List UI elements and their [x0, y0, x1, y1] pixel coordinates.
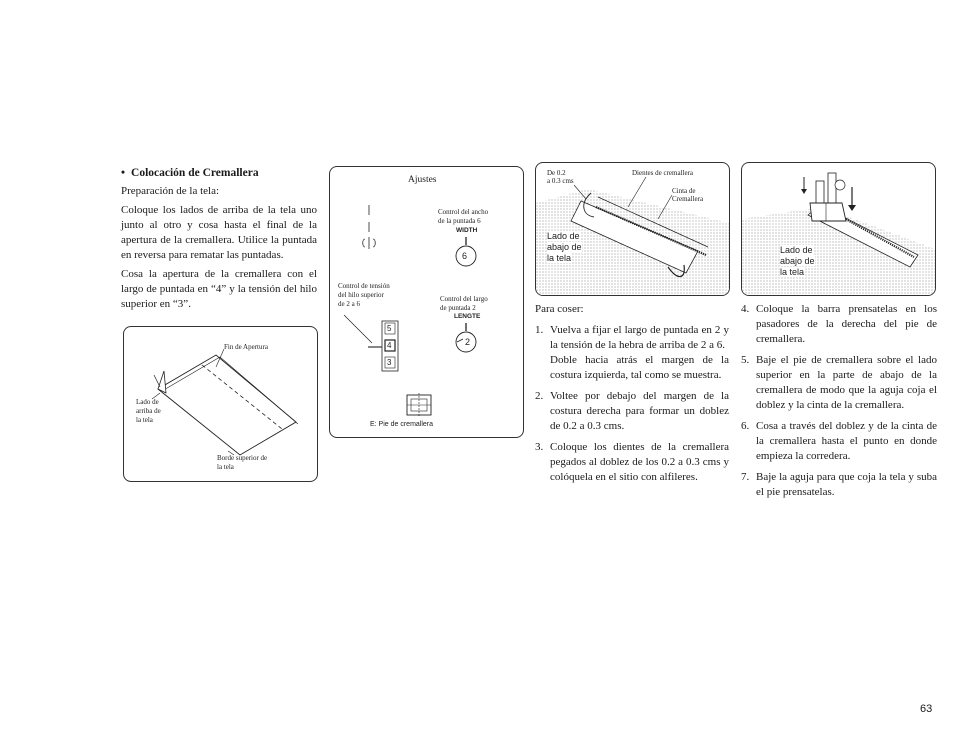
- foot-sewing-illustration: [742, 163, 935, 295]
- label-underside-2: abajo de: [780, 256, 815, 266]
- step-4: [741, 302, 937, 347]
- step-5: [741, 353, 937, 413]
- step-number: 6.: [741, 420, 750, 432]
- figure-settings: [329, 166, 524, 438]
- step-text: Vuelva a fijar el largo de puntada en 2 y la tensión de la hebra de arriba de 2 a 6.: [550, 324, 729, 351]
- width-control-label-2: de la puntada 6: [438, 217, 481, 225]
- label-gap-1: De 0.2: [547, 169, 566, 177]
- tension-control-label-1: Control de tensión: [338, 282, 390, 290]
- label-right-side-2: arriba de: [136, 407, 161, 415]
- step-1: [535, 323, 729, 383]
- step-text: Coloque la barra prensatelas en los pasadores de la derecha del pie de cremallera.: [756, 303, 937, 345]
- section-heading: [121, 166, 317, 181]
- tension-control-label-3: de 2 a 6: [338, 300, 360, 308]
- section-heading-text: Colocación de Cremallera: [131, 167, 259, 179]
- sewing-intro: Para coser:: [535, 303, 584, 315]
- label-top-edge-1: Borde superior de: [217, 454, 268, 462]
- step-number: 4.: [741, 303, 750, 315]
- label-right-side-1: Lado de: [136, 398, 159, 406]
- label-gap-2: a 0.3 cms: [547, 177, 574, 185]
- width-tag: WIDTH: [456, 227, 478, 234]
- label-tape-2: Cremallera: [672, 195, 704, 203]
- step-text: Coloque los dientes de la cremallera pegados al doblez de los 0.2 a 0.3 cms y colóquela en el sitio con alfileres.: [550, 441, 729, 483]
- step-6: [741, 419, 937, 464]
- tension-control-label-2: del hilo superior: [338, 291, 384, 299]
- zipper-foot-caption: E: Pie de cremallera: [370, 421, 434, 428]
- label-opening-end: Fin de Apertura: [224, 343, 268, 351]
- step-number: 2.: [535, 390, 544, 402]
- figure-fabric-opening: [123, 326, 318, 482]
- width-dial-value: 6: [462, 251, 468, 261]
- label-tape-1: Cinta de: [672, 187, 696, 195]
- sewing-steps-column-2: [741, 302, 937, 506]
- step-text: Baje la aguja para que coja la tela y suba el pie prensatelas.: [756, 471, 937, 498]
- prep-paragraph-1: Coloque los lados de arriba de la tela uno junto al otro y cosa hasta el final de la apertura de la cremallera. Utilice la puntada en reversa para rematar las puntadas.: [121, 204, 317, 261]
- label-underside-1: Lado de: [780, 245, 813, 255]
- preparation-column: [121, 166, 317, 316]
- step-text: Cosa a través del doblez y de la cinta de la cremallera hasta el punto en donde empieza la corredera.: [756, 420, 937, 462]
- label-underside-1: Lado de: [547, 231, 580, 241]
- bullet-icon: •: [121, 167, 126, 179]
- length-tag: LENGTE: [454, 313, 481, 320]
- step-number: 1.: [535, 324, 544, 336]
- length-control-label-1: Control del largo: [440, 295, 488, 303]
- figure-zipper-teeth: [535, 162, 730, 296]
- step-text: Voltee por debajo del margen de la costura derecha para formar un doblez de 0.2 a 0.3 cms.: [550, 390, 729, 432]
- length-dial-value: 2: [465, 337, 471, 347]
- step-3: [535, 440, 729, 485]
- label-underside-3: la tela: [547, 253, 572, 263]
- step-number: 3.: [535, 441, 544, 453]
- width-control-label-1: Control del ancho: [438, 208, 489, 216]
- page-number: 63: [920, 703, 933, 715]
- prep-label: Preparación de la tela:: [121, 185, 220, 197]
- step-number: 7.: [741, 471, 750, 483]
- tension-dial-5: 5: [387, 324, 392, 333]
- tension-dial-4: 4: [387, 341, 392, 350]
- step-extra-text: Doble hacia atrás el margen de la costura izquierda, tal como se muestra.: [550, 354, 729, 381]
- settings-title: Ajustes: [408, 175, 437, 185]
- sewing-steps-column-1: [535, 302, 729, 491]
- label-underside-3: la tela: [780, 267, 805, 277]
- step-text: Baje el pie de cremallera sobre el lado superior en la parte de abajo de la cremallera de modo que la aguja coja el doblez y la cinta de la cremallera.: [756, 354, 937, 411]
- length-control-label-2: de puntada 2: [440, 304, 476, 312]
- step-2: [535, 389, 729, 434]
- label-top-edge-2: la tela: [217, 463, 234, 471]
- label-underside-2: abajo de: [547, 242, 582, 252]
- step-7: [741, 470, 937, 500]
- prep-paragraph-2: Cosa la apertura de la cremallera con el largo de puntada en “4” y la tensión del hilo superior en “3”.: [121, 268, 317, 310]
- tension-dial-3: 3: [387, 358, 392, 367]
- figure-foot-sewing: [741, 162, 936, 296]
- label-right-side-3: la tela: [136, 416, 153, 424]
- step-number: 5.: [741, 354, 750, 366]
- label-teeth: Dientes de cremallera: [632, 169, 694, 177]
